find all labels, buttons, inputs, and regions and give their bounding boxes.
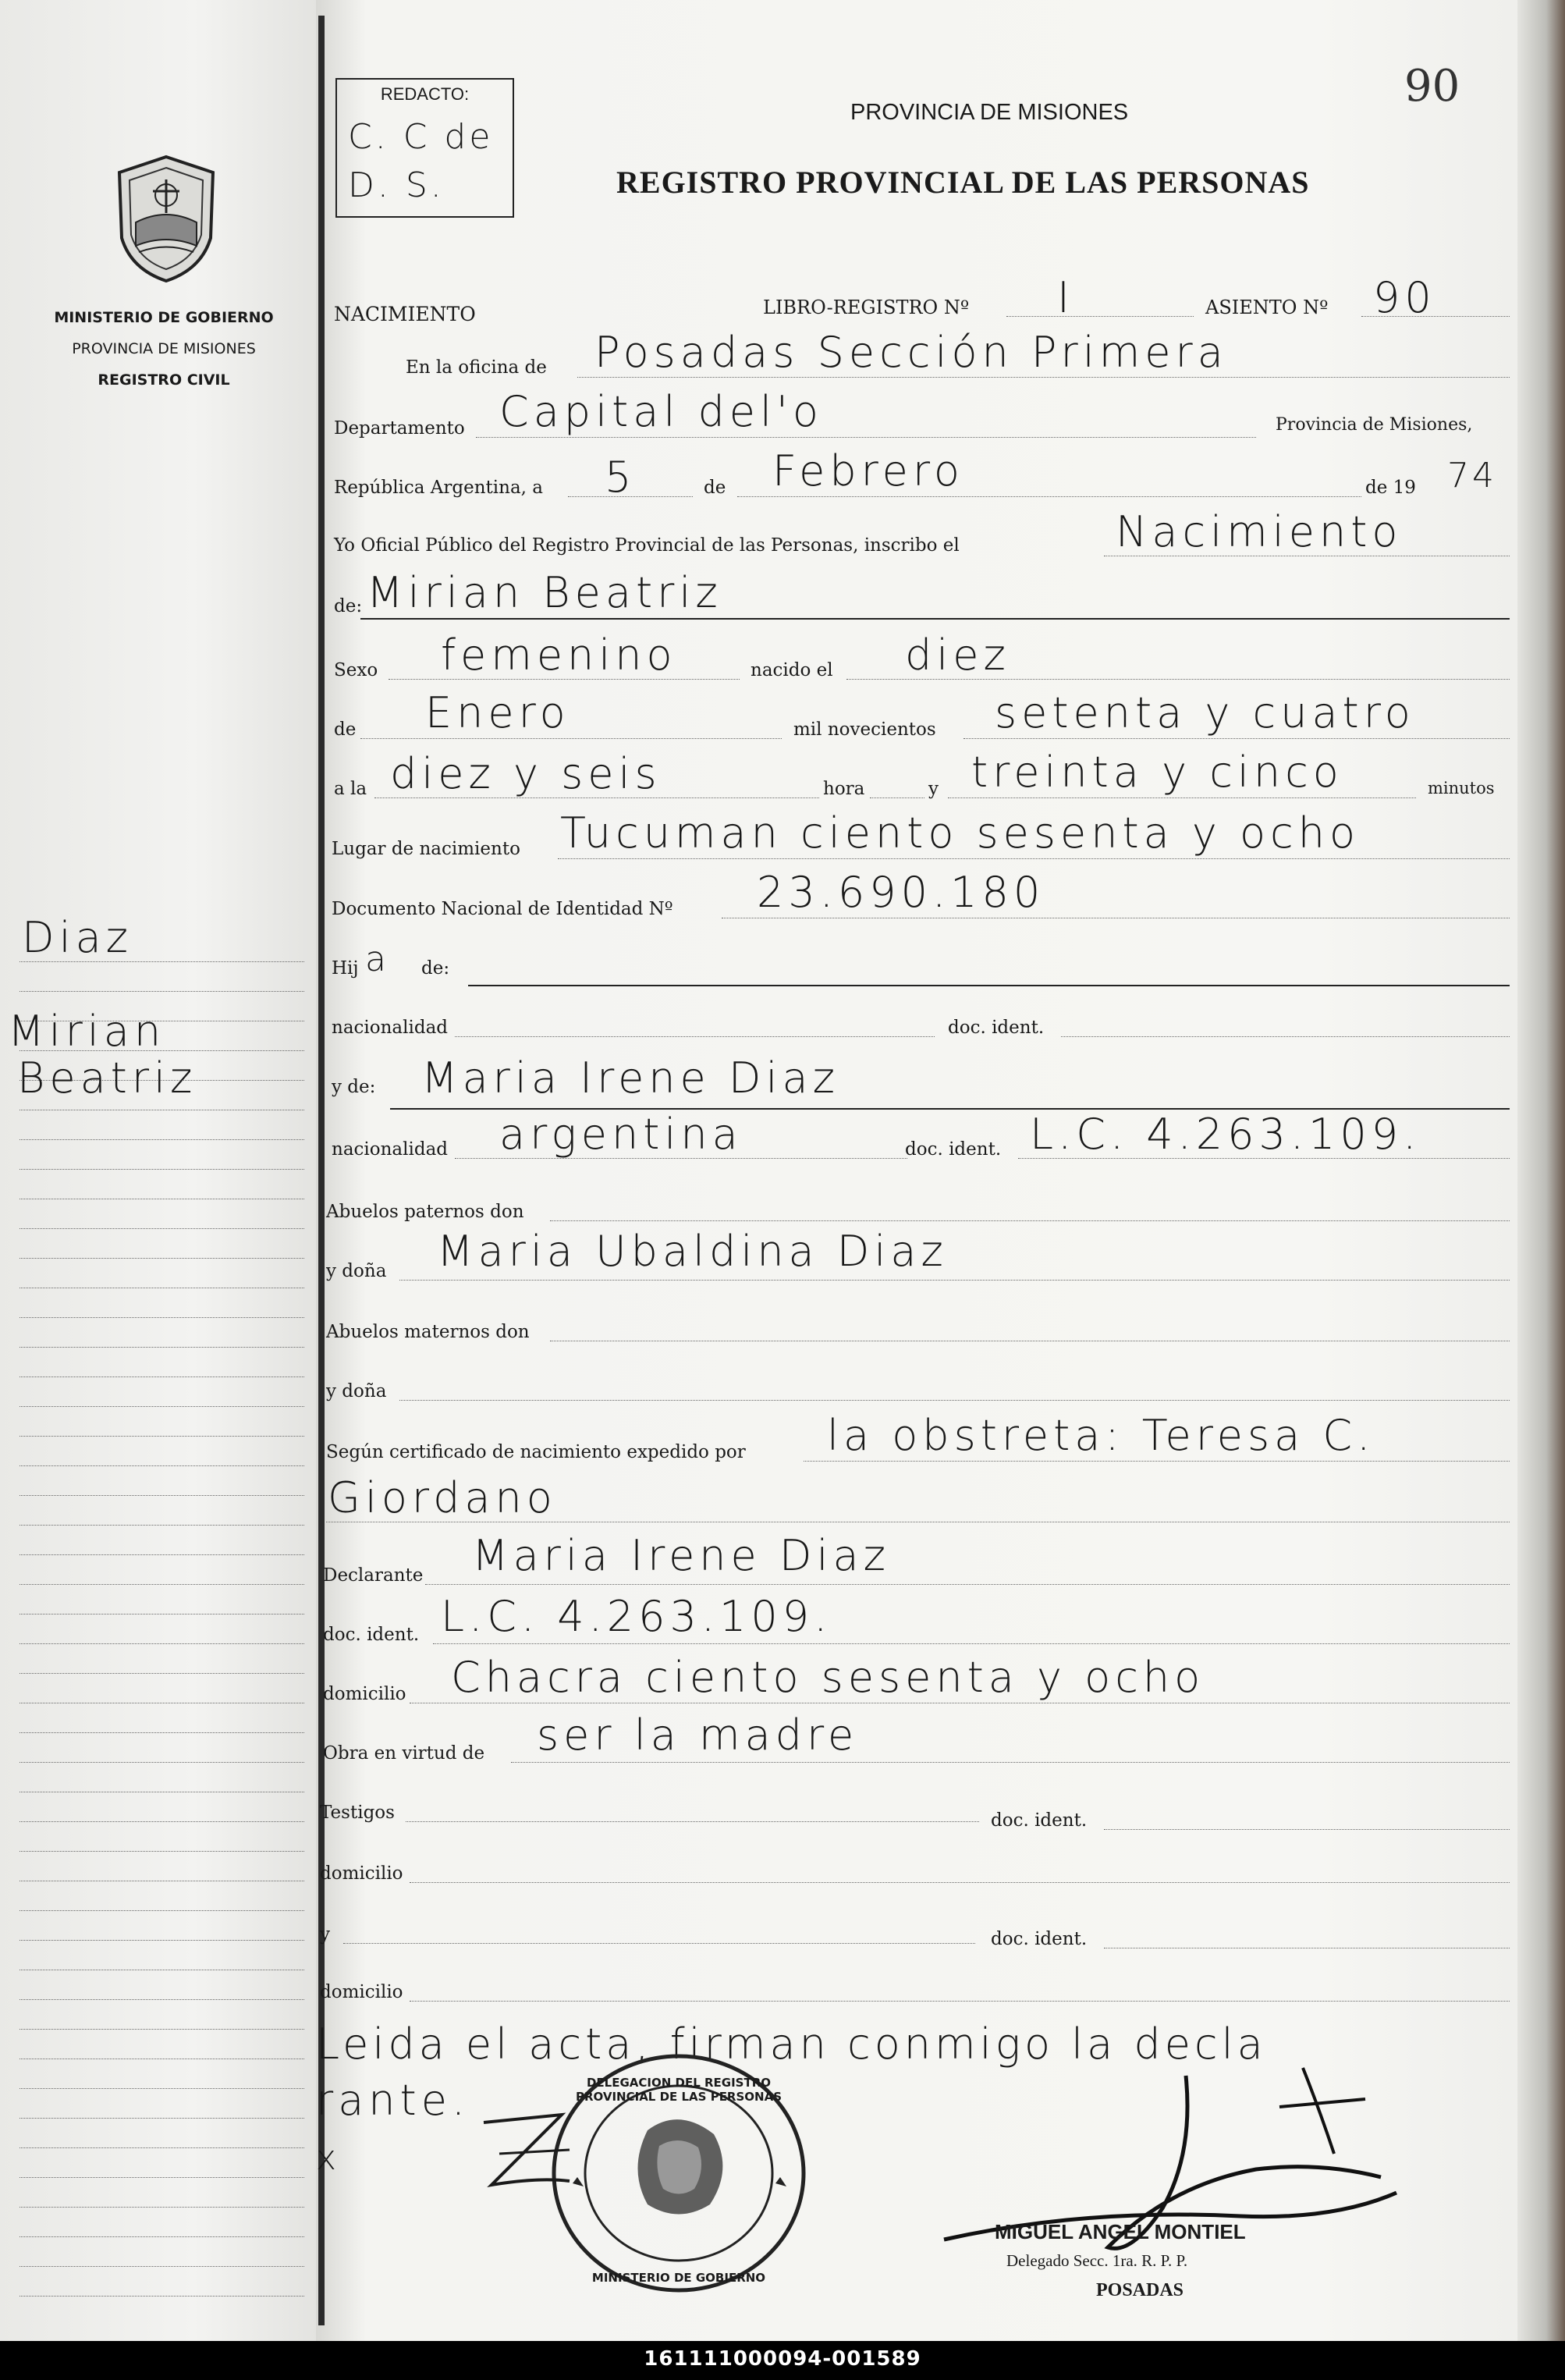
margin-rule-line (20, 1317, 304, 1318)
child-name-value: Mirian Beatriz (367, 568, 722, 617)
margin-rule-line (20, 2147, 304, 2148)
margin-rule-line (20, 1406, 304, 1407)
hora-label: hora (823, 779, 865, 799)
margin-rule-line (20, 1851, 304, 1852)
obra-label: Obra en virtud de (323, 1743, 485, 1764)
abuelos-paternos-label: Abuelos paternos don (326, 1202, 524, 1222)
ydona-value: Maria Ubaldina Diaz (437, 1227, 948, 1276)
docident-label-1: doc. ident. (948, 1018, 1045, 1038)
margin-rule-line (20, 1495, 304, 1496)
asiento-label: ASIENTO Nº (1205, 297, 1329, 318)
year-value: 74 (1447, 456, 1497, 496)
margin-rule-line (20, 1139, 304, 1140)
margin-rule-line (20, 1376, 304, 1377)
closing-line-1: Leida el acta, firman conmigo la decla (316, 2019, 1267, 2069)
hij-suffix: a (365, 940, 389, 979)
margin-rule-line (20, 1465, 304, 1466)
mother-value: Maria Irene Diaz (421, 1053, 839, 1103)
ministry-registry: REGISTRO CIVIL (98, 371, 230, 389)
nacionalidad-label-2: nacionalidad (332, 1139, 449, 1160)
year-label: de 19 (1365, 478, 1416, 498)
sexo-value: femenino (441, 631, 677, 680)
margin-rule-line (20, 2296, 304, 2297)
margin-rule-line (20, 1940, 304, 1941)
dni-value: 23.690.180 (757, 868, 1045, 917)
domicilio-value: Chacra ciento sesenta y ocho (451, 1653, 1205, 1702)
stamp-outer-text: DELEGACION DEL REGISTRO PROVINCIAL DE LAS PERSONAS (575, 2076, 782, 2104)
official-title: Delegado Secc. 1ra. R. P. P. (1006, 2251, 1188, 2270)
oficial-label: Yo Oficial Público del Registro Provincial de las Personas, inscribo el (334, 535, 960, 556)
margin-rule-line (20, 1525, 304, 1526)
redacto-box (335, 78, 514, 218)
margin-second-name: Beatriz (17, 1053, 197, 1103)
asiento-value: 90 (1373, 273, 1436, 322)
official-name: MIGUEL ANGEL MONTIEL (995, 2220, 1246, 2243)
hora-value: diez y seis (390, 749, 662, 798)
minutos-value: treinta y cinco (971, 748, 1343, 797)
mil-label: mil novecientos (793, 719, 936, 740)
redacto-value-2: D. S. (348, 165, 445, 205)
margin-rule-line (20, 2029, 304, 2030)
ydona-label-2: y doña (326, 1381, 387, 1401)
nacido-value: diez (905, 631, 1010, 680)
oficina-label: En la oficina de (406, 357, 547, 378)
margin-surname: Diaz (22, 913, 133, 962)
sexo-label: Sexo (334, 660, 378, 680)
month-value: Febrero (772, 446, 964, 496)
nacido-label: nacido el (751, 660, 833, 680)
day-value: 5 (605, 453, 637, 502)
declarant-x-mark: x (316, 2138, 340, 2178)
segun-value-2: Giordano (328, 1473, 557, 1522)
libro-label: LIBRO-REGISTRO Nº (763, 297, 970, 318)
republica-label: República Argentina, a (334, 478, 544, 498)
margin-rule-line (20, 1436, 304, 1437)
declarant-signature (468, 2099, 624, 2193)
dni-label: Documento Nacional de Identidad Nº (332, 899, 673, 919)
docident-value-3: L.C. 4.263.109. (441, 1592, 832, 1641)
declarante-label: Declarante (323, 1565, 424, 1586)
province-title: PROVINCIA DE MISIONES (850, 100, 1129, 125)
de-label: de (704, 478, 726, 498)
docident-label-2: doc. ident. (905, 1139, 1002, 1160)
hij-de-label: de: (421, 958, 450, 979)
minutos-label: minutos (1428, 779, 1495, 797)
margin-rule-line (20, 1673, 304, 1674)
y2-label: y (320, 1924, 330, 1945)
departamento-value: Capital del'o (499, 387, 823, 436)
margin-rule-line (20, 1258, 304, 1259)
domicilio-label-1: domicilio (323, 1684, 406, 1704)
libro-value: I (1057, 273, 1074, 322)
inscribo-value: Nacimiento (1116, 507, 1403, 556)
obra-value: ser la madre (537, 1710, 859, 1760)
provincia-label: Provincia de Misiones, (1276, 415, 1473, 435)
de2-label: de (334, 719, 357, 740)
margin-rule-line (20, 1999, 304, 2000)
oficina-value: Posadas Sección Primera (594, 328, 1228, 377)
ydona-label-1: y doña (326, 1261, 387, 1281)
testigos-label: Testigos (320, 1803, 395, 1823)
margin-rule-line (20, 1821, 304, 1822)
margin-rule-line (20, 2207, 304, 2208)
mil-value: setenta y cuatro (995, 688, 1415, 737)
official-city: POSADAS (1096, 2280, 1184, 2300)
closing-line-2: rante. (316, 2076, 470, 2125)
stamp-inner-text: MINISTERIO DE GOBIERNO (591, 2271, 766, 2285)
margin-rule-line (20, 2118, 304, 2119)
archive-caption: 161111000094-001589 (644, 2347, 921, 2371)
page-number: 90 (1404, 61, 1460, 112)
de-name-label: de: (334, 596, 363, 616)
margin-rule-line (20, 2236, 304, 2237)
lugar-value: Tucuman ciento sesenta y ocho (560, 808, 1361, 858)
record-type-label: NACIMIENTO (334, 303, 476, 325)
nacionalidad-value-2: argentina (499, 1110, 743, 1159)
registry-title: REGISTRO PROVINCIAL DE LAS PERSONAS (616, 165, 1310, 200)
domicilio-label-3: domicilio (320, 1982, 403, 2002)
margin-rule-line (20, 1169, 304, 1170)
nacionalidad-label-1: nacionalidad (332, 1018, 449, 1038)
hij-label: Hij (332, 958, 359, 979)
docident-label-3: doc. ident. (323, 1625, 420, 1645)
margin-rule-line (20, 2266, 304, 2267)
margin-rule-line (20, 2088, 304, 2089)
abuelos-maternos-label: Abuelos maternos don (326, 1322, 530, 1342)
margin-first-name: Mirian (8, 1007, 166, 1056)
margin-rule-line (20, 1910, 304, 1911)
margin-rule-line (20, 1584, 304, 1585)
ministry-province: PROVINCIA DE MISIONES (72, 340, 256, 357)
docident-label-5: doc. ident. (991, 1929, 1088, 1949)
docident-label-4: doc. ident. (991, 1810, 1088, 1831)
book-spine (318, 16, 325, 2325)
segun-value: la obstreta: Teresa C. (827, 1411, 1375, 1460)
yde-label: y de: (332, 1077, 376, 1097)
redacto-label: REDACTO: (380, 84, 470, 104)
margin-rule-line (20, 1554, 304, 1555)
margin-rule-line (20, 1762, 304, 1763)
segun-label: Según certificado de nacimiento expedido por (326, 1442, 746, 1462)
domicilio-label-2: domicilio (320, 1863, 403, 1884)
page-edges (1517, 0, 1565, 2341)
margin-rule-line (20, 1643, 304, 1644)
declarante-value: Maria Irene Diaz (472, 1531, 890, 1580)
coat-of-arms-icon (108, 152, 225, 285)
margin-rule-line (20, 2177, 304, 2178)
margin-rule-line (20, 1228, 304, 1229)
redacto-value-1: C. C de (348, 117, 494, 157)
docident-value-2: L.C. 4.263.109. (1030, 1110, 1421, 1159)
ministry-name: MINISTERIO DE GOBIERNO (54, 309, 274, 326)
birth-month-value: Enero (425, 688, 570, 737)
y-label: y (928, 779, 939, 799)
ala-label: a la (334, 779, 367, 799)
margin-rule-line (20, 1732, 304, 1733)
departamento-label: Departamento (334, 418, 465, 439)
lugar-label: Lugar de nacimiento (332, 839, 520, 859)
margin-rule-line (20, 991, 304, 992)
margin-rule-line (20, 1347, 304, 1348)
